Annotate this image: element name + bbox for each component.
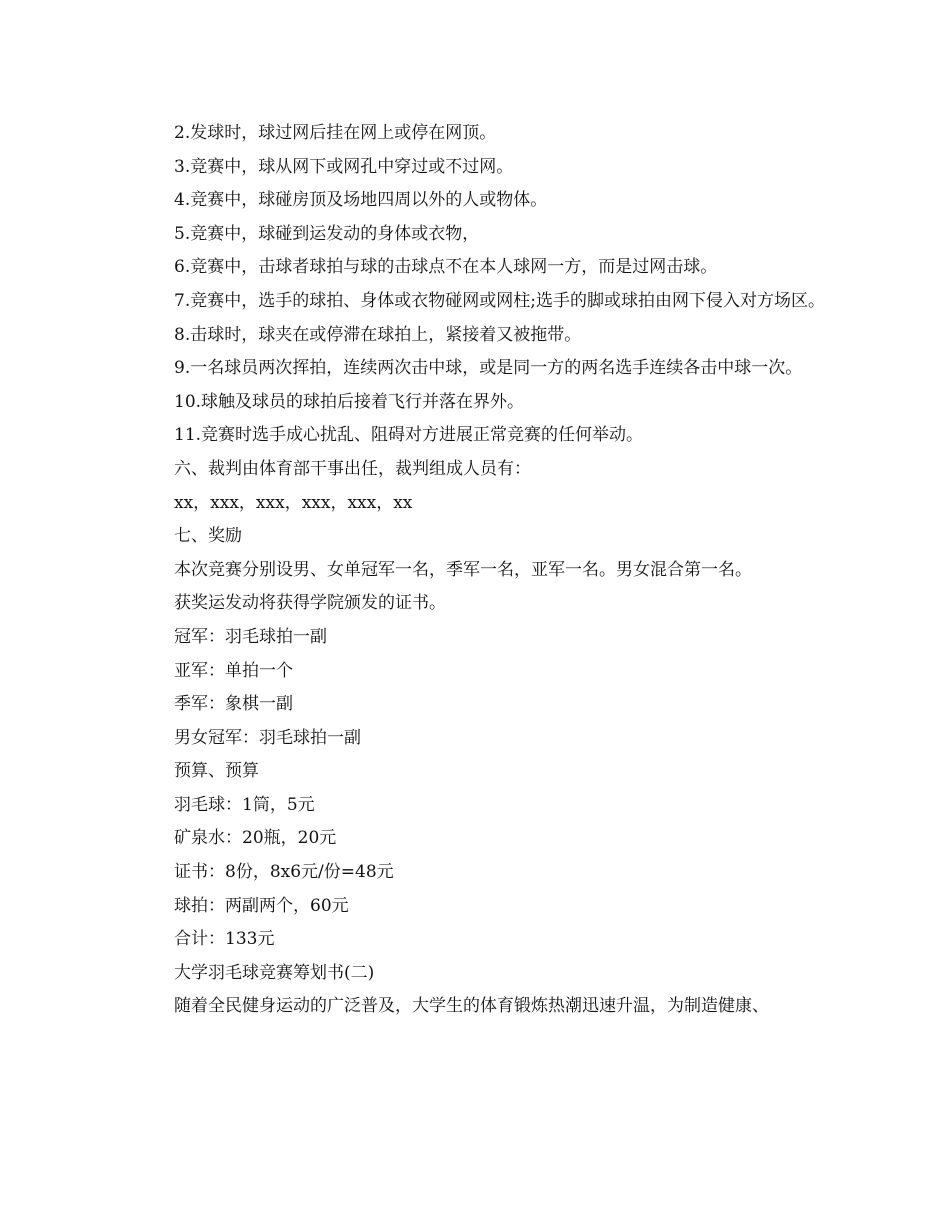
paragraph-rule-11: 11.竞赛时选手成心扰乱、阻碍对方进展正常竞赛的任何举动。 (174, 425, 644, 446)
paragraph-rule-8: 8.击球时，球夹在或停滞在球拍上，紧接着又被拖带。 (174, 324, 582, 345)
award-third-place: 季军：象棋一副 (174, 694, 293, 715)
referee-names: xx，xxx，xxx，xxx，xxx，xx (174, 492, 413, 513)
paragraph-rule-9: 9.一名球员两次挥拍，连续两次击中球，或是同一方的两名选手连续各击中球一次。 (174, 358, 803, 379)
paragraph-rule-3: 3.竞赛中，球从网下或网孔中穿过或不过网。 (174, 156, 514, 177)
section-budget-heading: 预算、预算 (174, 761, 259, 782)
award-champion: 冠军：羽毛球拍一副 (174, 626, 327, 647)
budget-rackets: 球拍：两副两个，60元 (174, 895, 349, 916)
awards-certificate: 获奖运发动将获得学院颁发的证书。 (174, 593, 446, 614)
paragraph-rule-6: 6.竞赛中，击球者球拍与球的击球点不在本人球网一方，而是过网击球。 (174, 257, 718, 278)
budget-shuttlecock: 羽毛球：1筒，5元 (174, 794, 315, 815)
paragraph-rule-10: 10.球触及球员的球拍后接着飞行并落在界外。 (174, 391, 525, 412)
award-runner-up: 亚军：单拍一个 (174, 660, 293, 681)
awards-description: 本次竞赛分别设男、女单冠军一名，季军一名，亚军一名。男女混合第一名。 (174, 559, 752, 580)
paragraph-rule-7: 7.竞赛中，选手的球拍、身体或衣物碰网或网柱;选手的脚或球拍由网下侵入对方场区。 (174, 290, 825, 311)
section-referees-heading: 六、裁判由体育部干事出任，裁判组成人员有： (174, 458, 531, 479)
plan-two-heading: 大学羽毛球竞赛筹划书(二) (174, 962, 375, 983)
paragraph-rule-4: 4.竞赛中，球碰房顶及场地四周以外的人或物体。 (174, 190, 548, 211)
budget-water: 矿泉水：20瓶，20元 (174, 828, 337, 849)
document-body (140, 117, 828, 1024)
plan-two-intro: 随着全民健身运动的广泛普及，大学生的体育锻炼热潮迅速升温，为制造健康、 (174, 996, 769, 1017)
paragraph-rule-5: 5.竞赛中，球碰到运发动的身体或衣物， (174, 223, 480, 244)
award-mixed-champion: 男女冠军：羽毛球拍一副 (174, 727, 361, 748)
section-awards-heading: 七、奖励 (174, 526, 242, 547)
paragraph-rule-2: 2.发球时，球过网后挂在网上或停在网顶。 (174, 123, 497, 143)
budget-total: 合计：133元 (174, 929, 275, 950)
budget-certificates: 证书：8份，8x6元/份=48元 (174, 862, 394, 883)
